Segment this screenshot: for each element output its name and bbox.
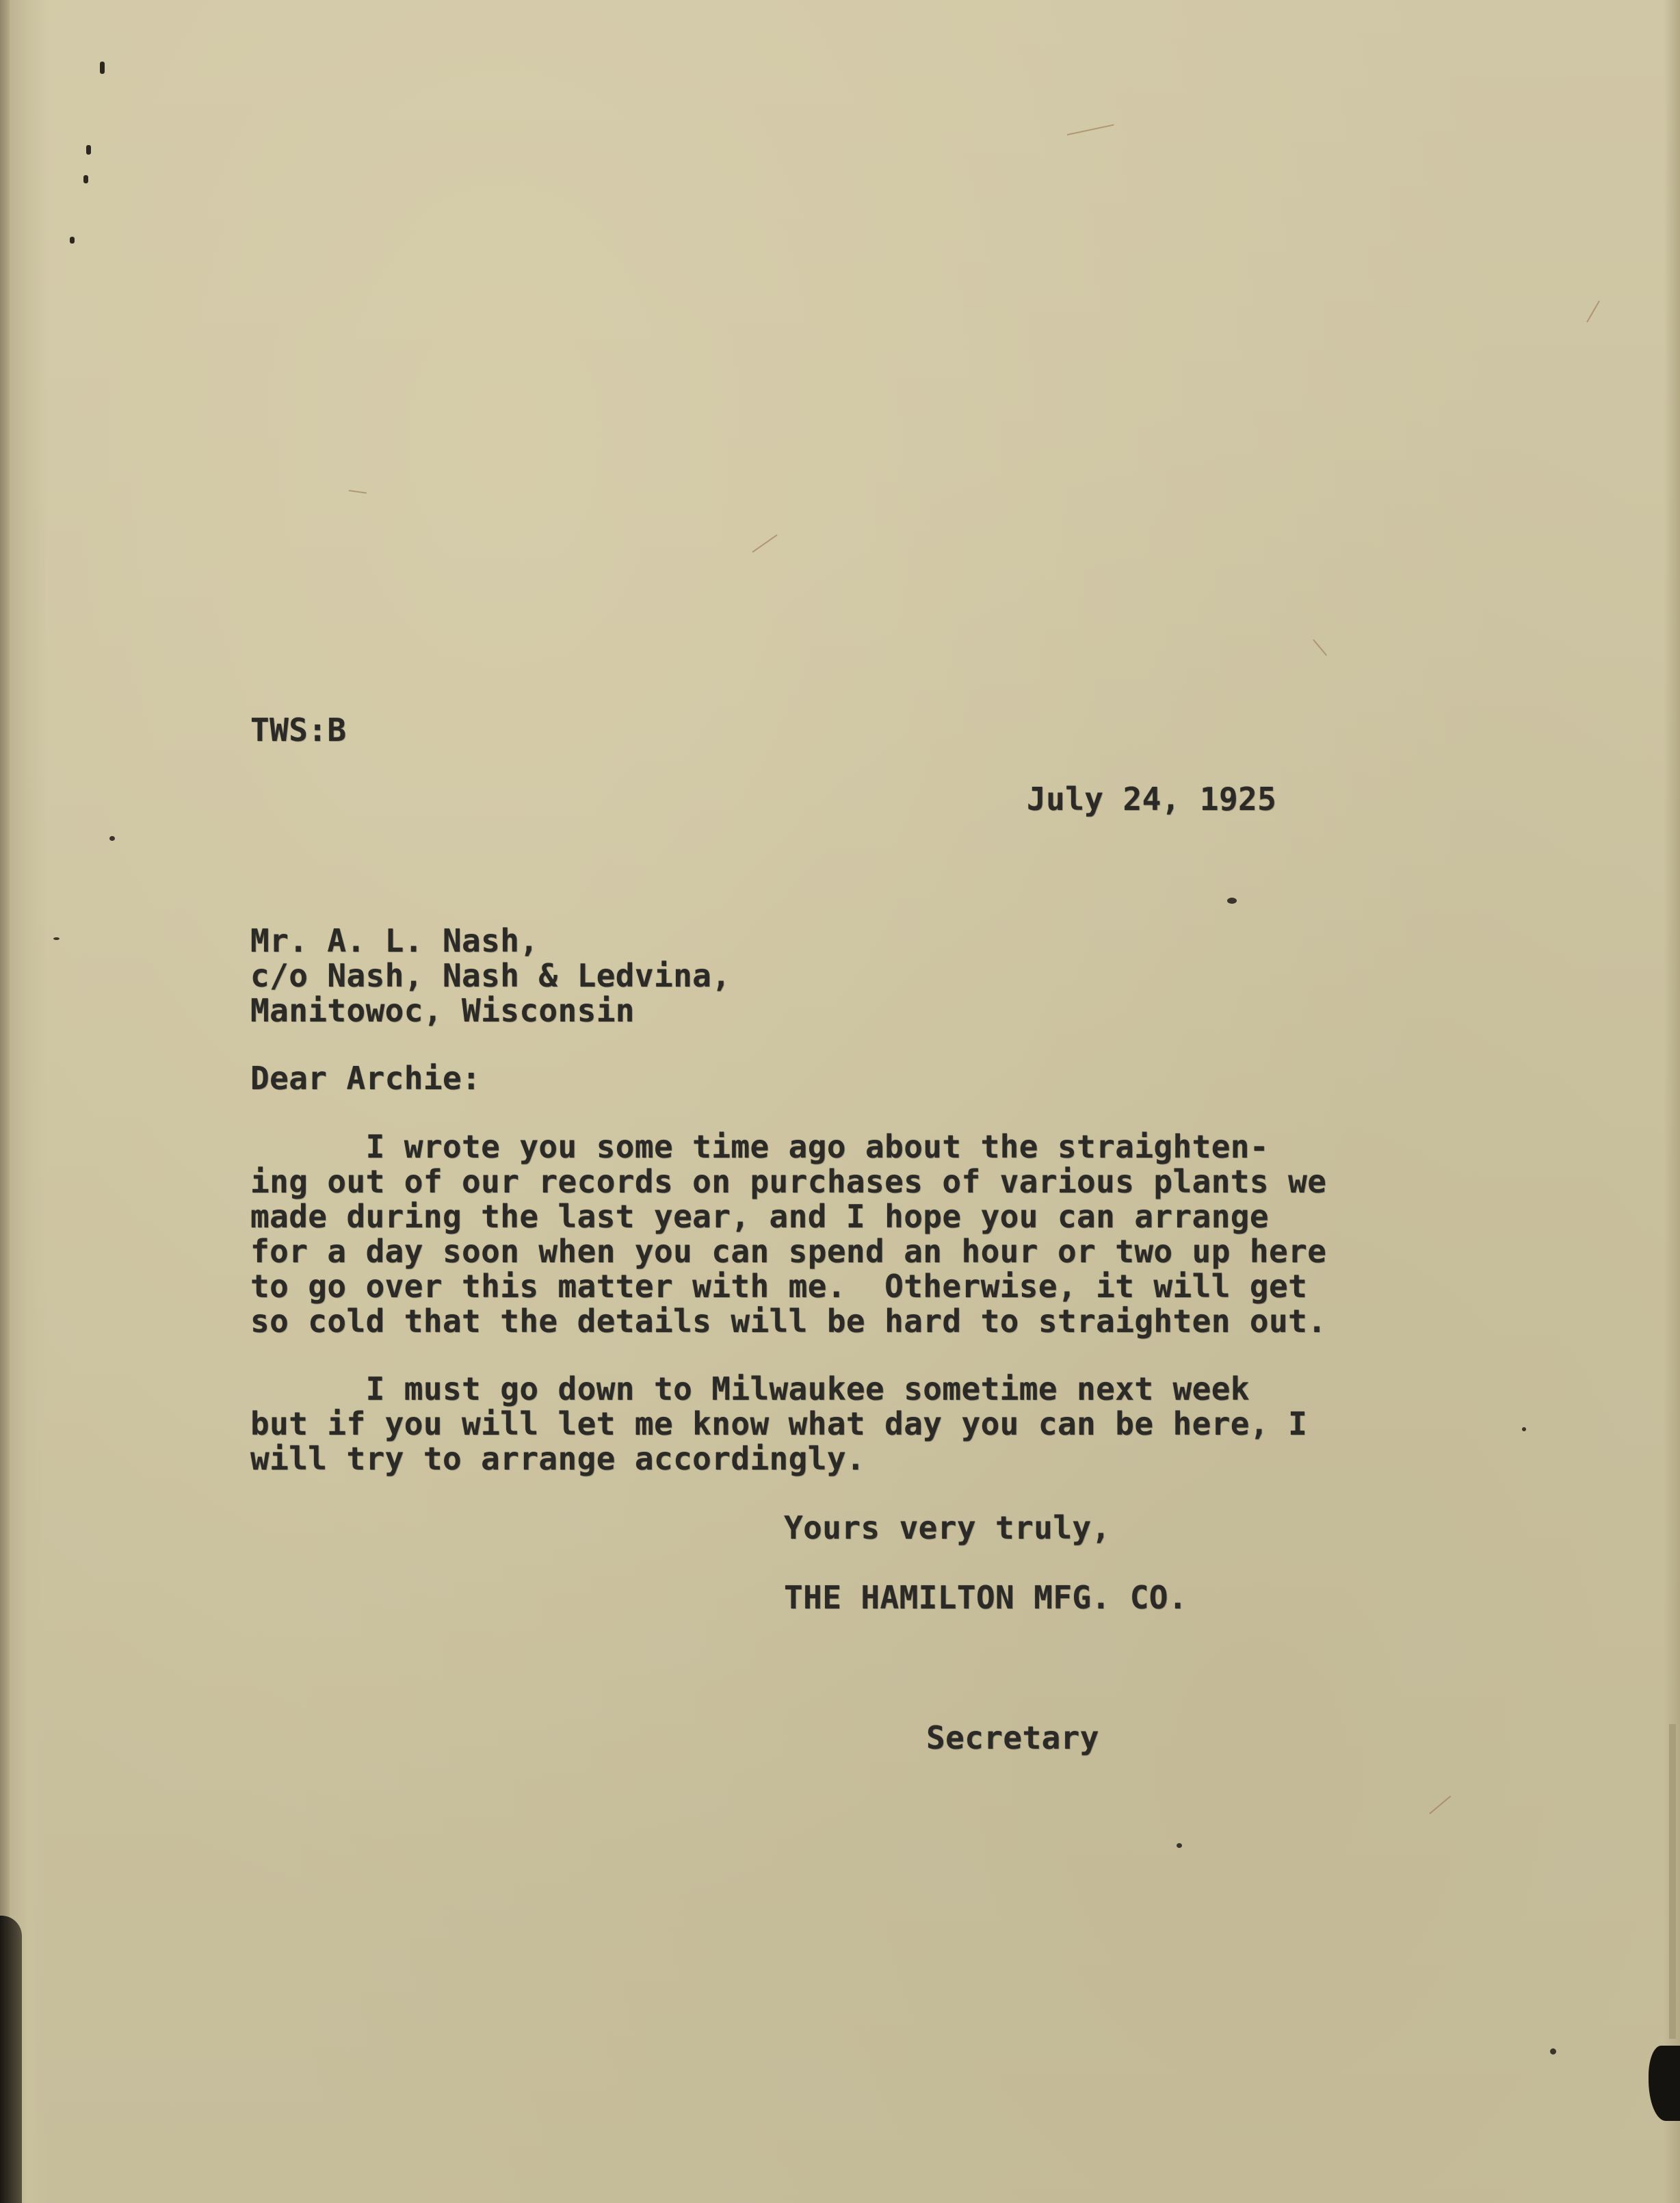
body-line: to go over this matter with me. Otherwise, it will get [250, 1268, 1308, 1305]
paper-speck [109, 836, 115, 841]
paper-speck [1550, 2048, 1556, 2055]
paper-fiber [1067, 124, 1114, 135]
reference-initials: TWS:B [250, 712, 347, 748]
paper-fiber [752, 534, 777, 553]
paper-left-fold [0, 0, 10, 2203]
complimentary-closing: Yours very truly, [784, 1509, 1111, 1546]
body-line: I must go down to Milwaukee sometime next week [250, 1370, 1250, 1407]
body-line: I wrote you some time ago about the straighten- [250, 1128, 1269, 1165]
body-line: ing out of our records on purchases of various plants we [250, 1163, 1327, 1200]
body-line: so cold that the details will be hard to straighten out. [250, 1303, 1327, 1340]
staple-mark [70, 237, 75, 244]
paper-speck [1227, 898, 1237, 904]
body-line: will try to arrange accordingly. [250, 1440, 866, 1477]
signer-title: Secretary [926, 1719, 1099, 1756]
staple-mark [83, 175, 88, 183]
paper-right-torn-blot [1649, 2046, 1680, 2121]
paper-fiber [349, 490, 367, 494]
paper-fiber [1429, 1796, 1451, 1814]
paper-fiber [1313, 639, 1327, 655]
recipient-name: Mr. A. L. Nash, [250, 922, 539, 959]
letter-date: July 24, 1925 [1027, 781, 1277, 818]
recipient-care-of: c/o Nash, Nash & Ledvina, [250, 957, 731, 994]
paper-fiber [1586, 300, 1600, 322]
paper-speck [1522, 1427, 1526, 1431]
paper-right-strip [1669, 1724, 1676, 2039]
staple-mark [100, 62, 105, 74]
paper-speck [1177, 1843, 1182, 1848]
paper-speck [53, 937, 60, 940]
recipient-city: Manitowoc, Wisconsin [250, 992, 635, 1029]
body-line: but if you will let me know what day you can be here, I [250, 1405, 1308, 1442]
staple-mark [86, 145, 91, 155]
salutation: Dear Archie: [250, 1060, 482, 1097]
body-line: made during the last year, and I hope you can arrange [250, 1198, 1269, 1235]
body-line: for a day soon when you can spend an hour or two up here [250, 1233, 1327, 1270]
paper-bottom-left-shadow [0, 1916, 22, 2203]
company-name: THE HAMILTON MFG. CO. [784, 1579, 1187, 1616]
